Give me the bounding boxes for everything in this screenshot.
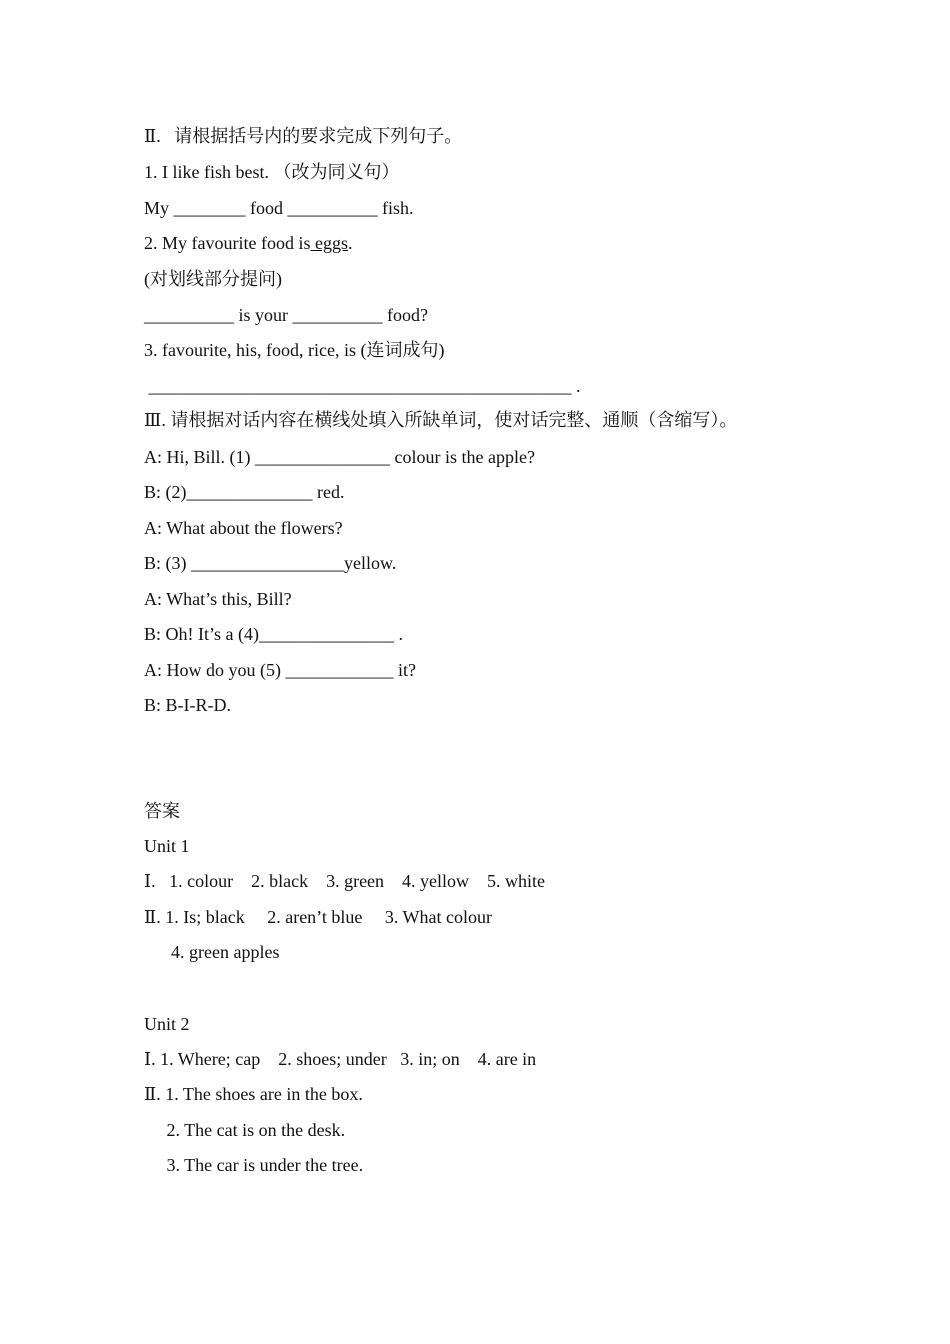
dialogue-line: B: B-I-R-D. xyxy=(144,695,231,715)
question-2 xyxy=(144,232,352,254)
question-3: 3. favourite, his, food, rice, is (连词成句) xyxy=(144,340,445,360)
question-2-suffix: . xyxy=(347,233,353,253)
unit-2-answer-line: 3. The car is under the tree. xyxy=(144,1155,364,1175)
question-1-blank: My ________ food __________ fish. xyxy=(144,198,414,218)
question-2-underlined: eggs xyxy=(310,233,348,253)
question-2-prefix: 2. My favourite food is xyxy=(144,233,311,253)
dialogue-line: A: Hi, Bill. (1) _______________ colour is the apple? xyxy=(144,447,535,467)
unit-1-title: Unit 1 xyxy=(144,836,190,856)
dialogue-line: A: What’s this, Bill? xyxy=(144,589,292,609)
unit-1-answer-line: Ⅱ. 1. Is; black 2. aren’t blue 3. What colour xyxy=(144,907,492,927)
dialogue-line: B: (3) _________________yellow. xyxy=(144,553,397,573)
unit-2-answer-line: 2. The cat is on the desk. xyxy=(144,1120,346,1140)
section-2-heading: Ⅱ. 请根据括号内的要求完成下列句子。 xyxy=(144,126,463,146)
unit-2-answer-line: Ⅱ. 1. The shoes are in the box. xyxy=(144,1084,363,1104)
dialogue-line: A: What about the flowers? xyxy=(144,518,343,538)
question-3-blank: _______________________________________________ . xyxy=(144,376,581,396)
question-2-blank: __________ is your __________ food? xyxy=(144,305,428,325)
section-3-heading: Ⅲ. 请根据对话内容在横线处填入所缺单词，使对话完整、通顺（含缩写）。 xyxy=(144,410,738,430)
dialogue-line: A: How do you (5) ____________ it? xyxy=(144,660,416,680)
unit-1-answer-line: 4. green apples xyxy=(144,942,280,962)
unit-2-title: Unit 2 xyxy=(144,1014,190,1034)
answers-title: 答案 xyxy=(144,801,180,821)
dialogue-line: B: Oh! It’s a (4)_______________ . xyxy=(144,624,403,644)
unit-2-answer-line: Ⅰ. 1. Where; cap 2. shoes; under 3. in; on 4. are in xyxy=(144,1049,537,1069)
unit-1-answer-line: Ⅰ. 1. colour 2. black 3. green 4. yellow 5. white xyxy=(144,871,546,891)
dialogue-line: B: (2)______________ red. xyxy=(144,482,345,502)
question-2-note: (对划线部分提问) xyxy=(144,269,282,289)
question-1: 1. I like fish best. （改为同义句） xyxy=(144,162,400,182)
